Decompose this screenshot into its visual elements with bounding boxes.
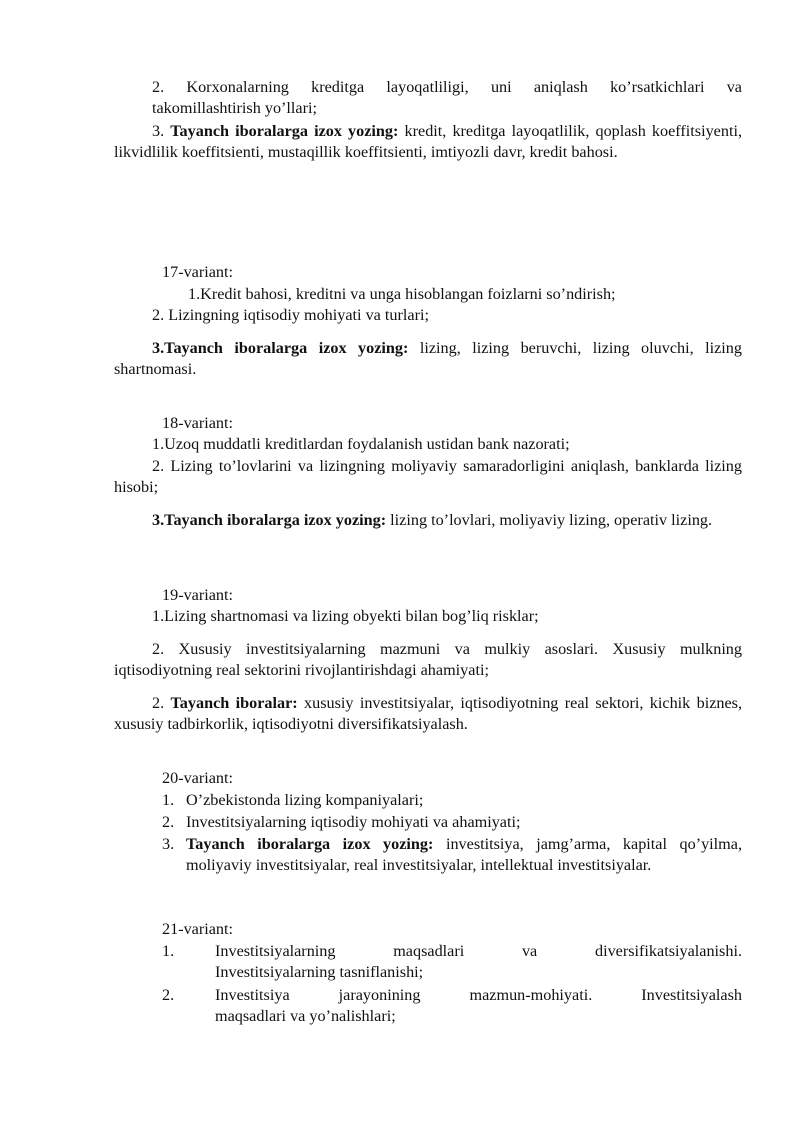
item-text: Investitsiyalarning iqtisodiy mohiyati va ahamiyati;: [186, 813, 521, 831]
item-text: [215, 985, 742, 1027]
key-terms-label: 3.Tayanch iboralarga izox yozing:: [152, 511, 387, 529]
variant-heading: 20-variant:: [162, 769, 234, 787]
list-item: [114, 693, 742, 735]
list-item: [114, 77, 742, 119]
list-item: 2. Lizing to’lovlarini va lizingning moliyaviy samaradorligini aniqlash, banklarda lizing hisobi;: [114, 457, 742, 496]
item-text: 2. Korxonalarning kreditga layoqatliligi, uni aniqlash ko’rsatkichlari va: [152, 78, 742, 96]
item-text: [186, 834, 742, 876]
item-line: maqsadlari va yo’nalishlari;: [215, 1007, 396, 1025]
key-terms-text: investitsiya, jamg’arma, kapital qo’yilma, moliyaviy investitsiyalar, real investitsiyalar, intellektual investitsiyalar.: [186, 835, 742, 874]
list-item: 2. Lizingning iqtisodiy mohiyati va turlari;: [152, 306, 429, 324]
item-number: 3.: [152, 122, 171, 140]
list-item: 1.Lizing shartnomasi va lizing obyekti bilan bog’liq risklar;: [152, 607, 539, 625]
variant-heading: 21-variant:: [162, 920, 234, 938]
item-line: Investitsiya jarayonining mazmun-mohiyati. Investitsiyalash: [215, 986, 742, 1004]
item-number: 3.: [162, 835, 175, 853]
key-terms-text: xususiy investitsiyalar, iqtisodiyotning real sektori, kichik biznes, xususiy tadbirkorlik, iqtisodiyotni diversifikatsiyalash.: [114, 694, 742, 733]
key-terms-text: lizing to’lovlari, moliyaviy lizing, operativ lizing.: [386, 511, 713, 529]
key-terms-label: 3.Tayanch iboralarga izox yozing:: [152, 339, 409, 357]
list-item: [114, 121, 742, 163]
variant-heading: 17-variant:: [162, 263, 234, 281]
item-number: 1.: [162, 942, 175, 960]
item-line: Investitsiyalarning maqsadlari va diversifikatsiyalanishi.: [215, 942, 742, 960]
key-terms-text: lizing, lizing beruvchi, lizing oluvchi, lizing shartnomasi.: [114, 339, 742, 378]
item-text: O’zbekistonda lizing kompaniyalari;: [186, 791, 424, 809]
item-number: 2.: [162, 986, 175, 1004]
list-item: 1.Uzoq muddatli kreditlardan foydalanish ustidan bank nazorati;: [152, 435, 570, 453]
variant-heading: 18-variant:: [162, 414, 234, 432]
key-terms-label: Tayanch iboralar:: [170, 694, 298, 712]
item-number: 2.: [152, 694, 171, 712]
key-terms-text: kredit, kreditga layoqatlilik, qoplash koeffitsiyenti, likvidlilik koeffitsienti, mustaqillik koeffitsienti, imtiyozli davr, kredit bahosi.: [114, 122, 742, 161]
key-terms-label: Tayanch iboralarga izox yozing:: [186, 835, 434, 853]
list-item: 2. Xususiy investitsiyalarning mazmuni va mulkiy asoslari. Xususiy mulkning iqtisodiyotning real sektorini rivojlantirishdagi ahamiyati;: [114, 640, 742, 679]
list-item: 1.Kredit bahosi, kreditni va unga hisoblangan foizlarni so’ndirish;: [188, 285, 616, 303]
variant-heading: 19-variant:: [162, 586, 234, 604]
item-number: 2.: [162, 813, 175, 831]
item-text: [215, 941, 742, 983]
key-terms-label: Tayanch iboralarga izox yozing:: [170, 122, 399, 140]
item-line: Investitsiyalarning tasniflanishi;: [215, 963, 424, 981]
list-item: [114, 510, 742, 531]
item-text-continued: takomillashtirish yo’llari;: [152, 99, 317, 117]
list-item: [114, 338, 742, 380]
item-number: 1.: [162, 791, 175, 809]
